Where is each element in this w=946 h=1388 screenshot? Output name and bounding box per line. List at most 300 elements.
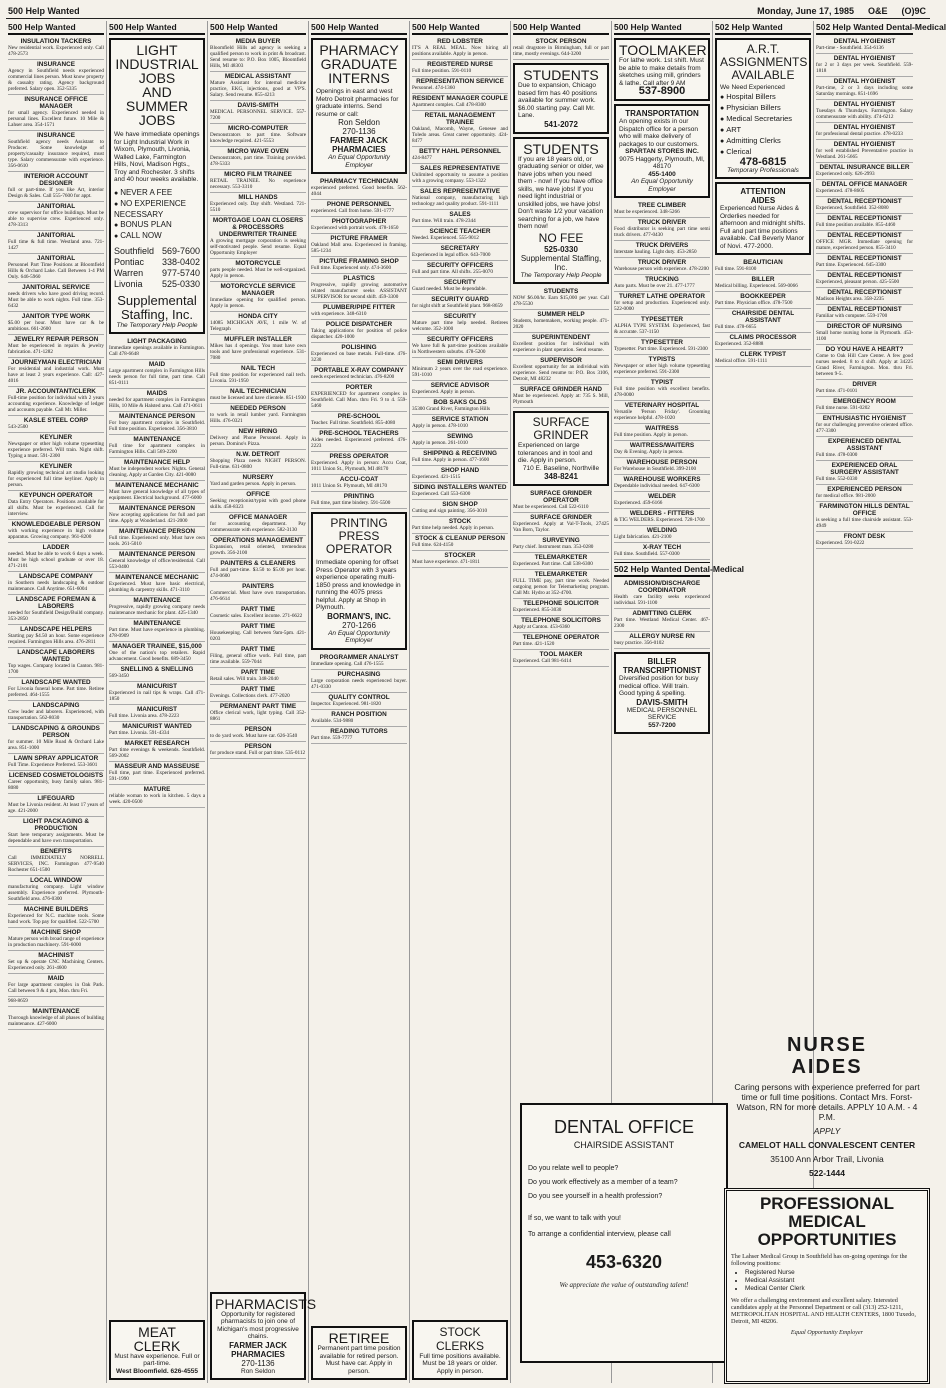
ad-text: Seeking receptionist/typist with good phone skills. 458-8323 xyxy=(210,498,306,510)
ad-text: Full time position. 591-0110 xyxy=(412,68,472,74)
ad-heading: SIDING INSTALLERS WANTED xyxy=(413,484,507,491)
ad-heading: TELEPHONE SOLICITOR xyxy=(523,600,599,607)
classified-ad xyxy=(412,147,508,164)
classified-ad xyxy=(109,642,205,665)
classified-ad xyxy=(311,257,407,274)
text-line: ● NO EXPERIENCE NECESSARY xyxy=(114,199,200,220)
ad-heading: SURVEYING xyxy=(542,537,580,544)
ad-heading: BENEFITS xyxy=(40,848,72,855)
text-line: AND xyxy=(142,84,172,100)
classified-ad xyxy=(311,429,407,452)
ad-text: Personnel. 474-1360 xyxy=(412,85,455,91)
classified-ad xyxy=(412,187,508,210)
ad-bullets xyxy=(114,188,200,242)
header-part: 502 Help Wanted xyxy=(816,22,884,32)
ad-text: Versatile 'Person Friday'. Grooming experience helpful. 478-1020 xyxy=(614,409,710,421)
ad-text: retail drugstore in Birmingham, full or part time, mostly evenings. 644-3200 xyxy=(513,45,609,57)
classified-ad xyxy=(109,619,205,642)
ad-text: Experienced. Apply in person. xyxy=(412,389,475,395)
ad-heading: MACHINE SHOP xyxy=(31,929,81,936)
ad-text: Rapidly growing technical art studio looking for experienced full time keyliner. Apply in person. xyxy=(8,470,104,488)
ad-text: in Southern needs landscaping & outdoor maintenance. Call Anytime. 651-6004 xyxy=(8,580,104,592)
ad-phone: 522-1444 xyxy=(809,1168,845,1178)
text-line: BILLER TRANSCRIPTIONIST xyxy=(622,657,702,675)
ad-text: Interstate hauling. Light duty. 453-2850 xyxy=(614,249,697,255)
company-name: FARMER JACK PHARMACIES xyxy=(229,1340,287,1359)
ad-heading: TREE CLIMBER xyxy=(638,202,686,209)
classified-ad xyxy=(311,177,407,200)
ad-heading: SURFACE GRINDER xyxy=(530,514,592,521)
ad-text: Demonstrators, part time. Training provided. 478-5333 xyxy=(210,155,306,167)
ad-heading: POLICE DISPATCHER xyxy=(325,321,393,328)
masthead xyxy=(6,4,930,19)
classified-ad xyxy=(412,244,508,261)
ad-text: ALPHA TYPE SYSTEM. Experienced, fast & accurate. 537-1150 xyxy=(614,323,710,335)
classified-ad xyxy=(513,570,609,599)
classified-ad xyxy=(210,147,306,170)
ad-text: Call IMMEDIATELY NORRELL SERVICES, INC. Farmington 477-9540 Rochester 651-1500 xyxy=(8,855,104,873)
classified-ad xyxy=(8,312,104,335)
ad-phone: 270-1136 xyxy=(342,127,376,136)
ad-phone: 525-0330 xyxy=(544,244,578,254)
ad-heading: LIFEGUARD xyxy=(37,795,75,802)
ad-text: Yard and garden person. Apply in person. xyxy=(210,481,297,487)
text-line: SURFACE xyxy=(532,415,590,429)
ad-text: Immediate openings available in Farmington. Call 478-6648 xyxy=(109,345,205,357)
ad-contact: 710 E. Baseline, Northville xyxy=(522,464,600,472)
ad-phone: 453-6320 xyxy=(585,1252,663,1272)
ad-text: Taking applications for position of police dispatcher. 420-1000 xyxy=(311,328,407,340)
phone-row xyxy=(114,268,200,279)
classified-ad xyxy=(109,596,205,619)
ad-bullets xyxy=(720,92,806,158)
text-line: ● NEVER A FEE xyxy=(114,188,200,199)
ad-text: Full time. 478-6655 xyxy=(715,324,757,330)
ad-heading: BEAUTICIAN xyxy=(743,259,783,266)
ad-headline: STOCK CLERKS xyxy=(435,1324,485,1353)
ad-text: with experience. 348-6310 xyxy=(311,311,367,317)
ad-text: Full time. Southfield. 557-0300 xyxy=(614,551,680,557)
classified-ad xyxy=(614,543,710,560)
ad-text: & TIG WELDERS. Experienced. 728-1700 xyxy=(614,517,705,523)
classified-ad xyxy=(311,693,407,710)
classified-ad xyxy=(210,427,306,450)
ad-heading: DENTAL RECEPTIONIST xyxy=(827,232,902,239)
classified-ad xyxy=(8,595,104,625)
ad-body: Caring persons with experience preferred for part time or full time positions. Contact Mrs. Forst-Watson, RN for more details. APPLY 10 A.M. - 4 P.M. xyxy=(734,1082,920,1122)
ad-heading: SALES REPRESENTATIVE xyxy=(419,165,500,172)
ad-text: Must be experienced. Apply at: 735 S. Mill, Plymouth xyxy=(513,393,609,405)
classified-ad xyxy=(109,705,205,722)
ad-text: Thorough knowledge of all phases of building maintenance. 427-6000 xyxy=(8,1015,104,1027)
art-assignments-ad xyxy=(715,38,811,179)
classified-ad xyxy=(412,466,508,483)
classified-ad xyxy=(816,254,913,271)
text-line: TOOLMAKER xyxy=(619,42,707,58)
ad-heading: REGISTERED NURSE xyxy=(427,61,493,68)
ad-heading: EXPERIENCED DENTAL ASSISTANT xyxy=(827,438,902,452)
ad-heading: FARMINGTON HILLS DENTAL OFFICE xyxy=(819,503,910,517)
ad-text: Must be independent worker. Nights. General cleaning. Apply at Garden City. 421-0080 xyxy=(109,466,205,478)
classified-ad xyxy=(614,258,710,275)
text-line: INDUSTRIAL xyxy=(115,56,199,72)
classified-ad xyxy=(109,389,205,412)
ad-list xyxy=(715,258,811,367)
ad-heading: TURRET LATHE OPERATOR xyxy=(619,293,705,300)
ad-heading: MANAGER TRAINEE, $15,000 xyxy=(112,643,202,650)
ad-heading: SECURITY xyxy=(443,279,477,286)
tagline: Temporary Professionals xyxy=(727,166,799,174)
ad-text: Large apartment complex in Farmington Hills needs person for full time, part time. Call 851-0111 xyxy=(109,368,205,386)
classified-ad xyxy=(210,170,306,193)
text-line: ● Admitting Clerks xyxy=(720,136,806,147)
ad-heading: MACHINIST xyxy=(38,952,74,959)
ad-text: Come to Oak Hill Care Center. A few good nurses needed. 8 to 4 shift. Apply at 34225 Grand River, Farmington. Mon. thru Fri. between 9-5. xyxy=(816,353,913,377)
ad-heading: N.W. DETROIT xyxy=(236,451,280,458)
column-header: 500 Help Wanted xyxy=(8,21,104,35)
classified-ad xyxy=(614,424,710,441)
ad-text: Needed. Experienced. 555-9012 xyxy=(412,235,479,241)
ad-heading: INSURANCE xyxy=(37,132,75,139)
classified-ad xyxy=(210,513,306,536)
ad-list xyxy=(513,37,609,60)
classified-ad xyxy=(8,928,104,951)
column-header: 502 Help Wanted xyxy=(715,21,811,35)
ad-heading: JANITOR TYPE WORK xyxy=(21,313,91,320)
ad-list xyxy=(311,177,407,509)
classified-ad xyxy=(513,489,609,513)
text-line: ● BONUS PLAN xyxy=(114,220,200,231)
ad-heading: DRIVER xyxy=(852,381,877,388)
ad-heading: SECURITY GUARD xyxy=(431,296,489,303)
ad-text: Mikes has 4 openings. You must have own tools and have professional experience. 531-7080 xyxy=(210,343,306,361)
ad-text: Bloomfield Hills ad agency is seeking a qualified person to work in print & broadcast. Send resume to: P.O. Box 1005, Bloomfield Hills, MI 48303 xyxy=(210,45,306,69)
ad-text: for accounting department. Pay commensurate with experience. 582-3130 xyxy=(210,521,306,533)
ad-text: Full-time position for individual with 2 years accounting experience. Knowledge of ledger and accounts payable. Call Mr. Miller. xyxy=(8,395,104,413)
ad-heading: PORTER xyxy=(345,384,373,391)
ad-heading: JEWELRY REPAIR PERSON xyxy=(13,336,99,343)
ad-text: for small agency. Experienced needed in personal lines. Excellent future. 10 Mile & Lahser area. 354-1571 xyxy=(8,110,104,128)
classified-ad xyxy=(614,441,710,458)
phone-row xyxy=(114,279,200,290)
ad-heading: PART TIME xyxy=(241,606,275,613)
ad-text: Oakland, Macomb, Wayne, Genesee and Toledo areas. Great career opportunity. 424-8477 xyxy=(412,126,508,144)
ad-heading: JANITORIAL SERVICE xyxy=(22,284,90,291)
ad-text: Full time for apartment complex in Farmington Hills. Call 569-2200 xyxy=(109,443,205,455)
classified-ad xyxy=(614,218,710,241)
position-list xyxy=(737,1269,923,1293)
ad-heading: MATURE xyxy=(143,786,171,793)
ad-contact: West Bloomfield. 626-4555 xyxy=(116,1367,198,1375)
classified-ad xyxy=(412,551,508,568)
classified-ad xyxy=(8,1007,104,1030)
ad-text: Excellent position for individual with experience in plant operation. Send resume. xyxy=(513,341,609,353)
text-line: ● Hospital Billers xyxy=(720,92,806,103)
classified-ad xyxy=(715,333,811,350)
classified-ad xyxy=(109,762,205,785)
classified-ad xyxy=(816,461,913,485)
ad-text: Experienced for N.C. machine tools. Some hand work. Top pay for qualified. 522-5700 xyxy=(8,913,104,925)
ad-heading: MICRO FILM TRAINEE xyxy=(224,171,292,178)
ad-contact: 9075 Haggerty, Plymouth, MI, 48170 xyxy=(619,155,705,170)
ad-body: Immediate opening for offset Press Operator with 3 years experience operating multi-1850 press and knowledge in running the 4075 press helpful. Apply at Shop in Plymouth. xyxy=(316,559,401,611)
ad-heading: EXPERIENCED ORAL SURGERY ASSISTANT xyxy=(830,462,899,476)
ad-heading: STOCK & CLEANUP PERSON xyxy=(415,535,505,542)
text-line: ● ART xyxy=(720,125,806,136)
ad-heading: ENTHUSIASTIC HYGIENIST xyxy=(822,415,907,422)
ad-text: Mature Assistant for internal medicine practice, EKG, injections, good at VP'S. Salary. Send resume. 855-4213 xyxy=(210,80,306,98)
ad-headline xyxy=(731,1195,923,1249)
classified-ad xyxy=(412,278,508,295)
classified-ad xyxy=(210,259,306,282)
ad-text: Part time. 421-1520 xyxy=(513,641,555,647)
column-5 xyxy=(410,21,511,1383)
ad-body-2: We offer a challenging environment and excellent salary. Interested candidates apply at the Personnel Department or call (313) 252-1211, METROPOLITAN HOSPITAL AND HEALTH CENTERS, 1800 Tuxedo, Detroit, MI 48206. xyxy=(731,1297,916,1325)
ad-heading: PART TIME xyxy=(241,623,275,630)
ad-heading: BETTY HAHL PERSONNEL xyxy=(419,148,501,155)
ad-heading: SHIPPING & RECEIVING xyxy=(423,450,497,457)
classified-ad xyxy=(109,739,205,762)
ad-heading: MANICURIST xyxy=(136,683,178,690)
ad-list xyxy=(210,37,306,759)
company-name: SPARTAN STORES INC. xyxy=(625,148,699,155)
ad-heading: NAIL TECH xyxy=(241,365,275,372)
classified-ad xyxy=(8,905,104,928)
professional-medical-ad xyxy=(724,1188,930,1384)
ad-text: Experienced. 591-0222 xyxy=(816,540,865,546)
classified-ad xyxy=(311,383,407,412)
ad-text: parts people needed. Must be well-organized. Apply in person. xyxy=(210,267,306,279)
ad-text: Part-time - Southfield. 354-6136 xyxy=(816,45,884,51)
ad-heading: MAINTENANCE xyxy=(133,597,181,604)
classified-ad xyxy=(210,37,306,72)
ad-heading: REPRESENTATION SERVICE xyxy=(416,78,504,85)
office-phone: 338-0402 xyxy=(161,256,200,267)
classified-ad xyxy=(8,678,104,701)
ad-text: Full time, part time bindery. 591-5500 xyxy=(311,500,391,506)
classified-ad xyxy=(210,702,306,725)
ad-headline xyxy=(114,43,200,127)
ad-text: Full and part-time. $3.50 to $5.00 per hour. 474-0600 xyxy=(210,567,306,579)
ad-text: Oakland Mall area. Experienced in framing. 585-1234 xyxy=(311,242,407,254)
ad-heading: CLAIMS PROCESSOR xyxy=(729,334,797,341)
ad-heading: MAINTENANCE PERSON xyxy=(119,551,195,558)
ad-heading: OFFICE xyxy=(246,491,270,498)
ad-heading: MAINTENANCE MECHANIC xyxy=(115,574,199,581)
classified-ad xyxy=(412,312,508,335)
classified-ad xyxy=(311,727,407,744)
ad-text: Experienced. Part time. Call 538-6300 xyxy=(513,561,593,567)
classified-ad xyxy=(311,320,407,343)
classified-ad xyxy=(8,37,104,60)
ad-text: needs drivers who have good driving record. Must be able to work nights. Full time. 353-6432 xyxy=(8,291,104,309)
ad-heading: PHONE PERSONNEL xyxy=(326,201,392,208)
ad-text: Top wages. Company located in Canton. 981-1700 xyxy=(8,663,104,675)
ad-text: Personnel Part Time Positions at Bloomfield Hills & Orchard Lake. Call Between 1-4 PM Only. 646-5960 xyxy=(8,262,104,280)
ad-heading: MOTORCYCLE SERVICE MANAGER xyxy=(220,283,296,297)
ad-heading: SECURITY OFFICERS xyxy=(426,262,494,269)
classified-ad xyxy=(412,335,508,358)
issue-date: Monday, June 17, 1985 xyxy=(757,6,854,16)
classified-ad xyxy=(311,274,407,303)
ad-text: Experienced. Call 553-6300 xyxy=(412,491,471,497)
ad-text: Cutting and sign painting. 356-3010 xyxy=(412,508,488,514)
ad-footer: We appreciate the value of outstanding talent! xyxy=(559,1281,689,1289)
classified-ad xyxy=(311,452,407,475)
classified-ad xyxy=(210,404,306,427)
ad-text: Small home nursing home in Plymouth. 453-1100 xyxy=(816,330,913,342)
ad-line: To arrange a confidential interview, please call xyxy=(528,1231,671,1238)
ad-text: Now accepting applications for full and part time. Apply at Wonderland. 421-2000 xyxy=(109,512,205,524)
classified-ad xyxy=(412,500,508,517)
column-header: 500 Help Wanted xyxy=(210,21,306,35)
ad-heading: KEYPUNCH OPERATOR xyxy=(19,492,93,499)
classified-ad xyxy=(210,335,306,364)
ad-text: is seeking a full time chairside assistant. 553-4949 xyxy=(816,517,913,529)
ad-body: We have immediate openings for Light Industrial Work in Wixom, Plymouth, Livonia, Walled Lake, Farmington Hills, Novi, Madison Hgts., Troy and Rochester. 3 shifts and 40 hour weeks available. xyxy=(114,131,200,183)
ad-heading: PRE-SCHOOL TEACHERS xyxy=(319,430,399,437)
ad-text: Experienced only. 626-2993 xyxy=(816,171,875,177)
ad-heading: JR. ACCOUNTANT/CLERK xyxy=(16,388,96,395)
ad-heading: SERVICE STATION xyxy=(431,416,489,423)
ad-text: Students, homemakers, working people. 471-2020 xyxy=(513,318,609,330)
ad-text: For residential and industrial work. Must have at least 2 years experience. Call: 427-4016 xyxy=(8,366,104,384)
ad-text: Experienced in nail tips & wraps. Call 471-1850 xyxy=(109,690,205,702)
office-phone: 977-5740 xyxy=(161,267,200,278)
ad-heading: ADMITTING CLERK xyxy=(632,610,692,617)
classified-ad xyxy=(614,609,710,632)
ad-heading: LOCAL WINDOW xyxy=(30,877,82,884)
ad-text: Full time, part time. Experienced preferred. 591-1990 xyxy=(109,770,205,782)
ad-phone: 455-1400 xyxy=(648,170,676,178)
ad-body: If you are 18 years old, or graduating senior or older, we have jobs when you need them - now! If you have office skills, we have jobs! If you need light industrial or unskilled jobs, we have jobs! Don't waste 1/2 your vacation searching for a job, we have them now! xyxy=(518,155,604,230)
ad-text: Experienced. Must have basic electrical, plumbing & carpentry skills. 471-3110 xyxy=(109,581,205,593)
company-name: CAMELOT HALL CONVALESCENT CENTER xyxy=(738,1140,916,1150)
ad-heading: NEEDED PERSON xyxy=(230,405,286,412)
text-line: PRINTING xyxy=(330,516,388,530)
ad-heading: PROGRAMMER ANALYST xyxy=(319,653,399,661)
ad-heading: QUALITY CONTROL xyxy=(328,693,390,701)
classified-ad xyxy=(8,172,104,202)
ad-text: 35300 Grand River, Farmington Hills xyxy=(412,406,491,412)
classified-ad xyxy=(614,492,710,509)
ad-text: Crew leader and laborers. Experienced, with transportation. 562-8030 xyxy=(8,709,104,721)
ad-heading: MACHINE BUILDERS xyxy=(23,906,89,913)
classified-ad xyxy=(8,95,104,131)
classified-ad xyxy=(412,534,508,551)
ad-text: experienced. Call from home. 591-1777 xyxy=(311,208,394,214)
classified-ad xyxy=(109,722,205,739)
ad-text: Experienced with portrait work. 478-1650 xyxy=(311,225,399,231)
ad-text: Teacher. Full time. Southfield. 855-4080 xyxy=(311,420,396,426)
ad-text: Experienced, Southfield. 352-8080 xyxy=(816,205,889,211)
ad-headline xyxy=(518,416,604,442)
ad-heading: MAINTENANCE xyxy=(133,436,181,443)
ad-heading: MEDICAL ASSISTANT xyxy=(224,73,292,80)
ad-heading: RETAIL MANAGEMENT TRAINEE xyxy=(424,112,496,126)
office-city: Pontiac xyxy=(114,256,145,267)
ad-heading: FRONT DESK xyxy=(843,533,886,540)
ad-text: $5.00 per hour. Must have car & be ambitious. 661-2600 xyxy=(8,320,104,332)
classified-ad xyxy=(513,616,609,633)
company-name: Supplemental Staffing, Inc. xyxy=(117,292,197,322)
ad-heading: LADDER xyxy=(42,544,70,551)
ad-heading: KASLE STEEL CORP xyxy=(23,417,89,424)
classified-ad xyxy=(109,550,205,573)
ad-text: Newspaper or other high volume typesetting experience preferred. Will train. Night shift. Typing a must. 591-2300 xyxy=(8,441,104,459)
ad-text: Retail sales. Will train. 348-2040 xyxy=(210,676,279,682)
ad-text: Full time position for experienced nail tech. Livonia. 591-1950 xyxy=(210,372,306,384)
ad-heading: JANITORIAL xyxy=(36,232,76,239)
classified-ad xyxy=(8,202,104,231)
ad-heading: LANDSCAPE FOREMAN & LABORERS xyxy=(15,596,97,610)
list-item: • Medical Assistant xyxy=(745,1277,923,1285)
classified-ad xyxy=(210,312,306,335)
ad-text: RETAIL TRAINEE. No experience necessary. 553-3310 xyxy=(210,178,306,190)
ad-heading: DENTAL RECEPTIONIST xyxy=(827,215,902,222)
eoe-note: An Equal Opportunity Employer xyxy=(328,154,390,169)
classified-ad xyxy=(513,536,609,553)
classified-ad xyxy=(513,513,609,536)
classified-ad xyxy=(311,412,407,429)
ad-text: Tuesdays & Thursdays. Farmington. Salary commensurate with ability. 474-6212 xyxy=(816,108,913,120)
ad-heading: PART TIME xyxy=(241,686,275,693)
ad-list xyxy=(614,579,710,649)
ad-text: 14085 MICHIGAN AVE, 1 mile W. of Telegraph xyxy=(210,320,306,332)
classified-ad xyxy=(210,559,306,582)
ad-heading: SIGN SHOP xyxy=(442,501,478,508)
ad-list xyxy=(109,337,205,808)
classified-ad xyxy=(513,310,609,333)
ad-heading: DIRECTOR OF NURSING xyxy=(826,323,903,330)
office-phone: 525-0330 xyxy=(161,278,200,289)
ad-text: Inspector. Experienced. 981-1820 xyxy=(311,700,382,707)
ad-subhead: We Need Experienced xyxy=(720,84,785,91)
ad-phone: 541-2072 xyxy=(544,119,578,129)
classified-ad xyxy=(8,951,104,974)
ad-text: for 2 or 3 days per week. Southfield. 559-1818 xyxy=(816,62,913,74)
classified-ad xyxy=(8,794,104,817)
text-line: JOBS xyxy=(138,112,176,128)
text-line: PHARMACY xyxy=(319,42,399,58)
column-header: 500 Help Wanted xyxy=(614,21,710,35)
ad-text: needs experienced technician. 476-8200 xyxy=(311,374,395,380)
classified-ad xyxy=(311,303,407,320)
printing-press-ad xyxy=(311,512,407,650)
ad-text: Light fabrication. 421-2100 xyxy=(614,534,672,540)
ad-heading: MANICURIST xyxy=(136,706,178,713)
ad-text: Party chief. Instrument man. 353-0280 xyxy=(513,544,594,550)
ad-contact: MEDICAL PERSONNEL SERVICE xyxy=(626,706,698,721)
classified-ad xyxy=(8,754,104,771)
ad-heading: DENTAL RECEPTIONIST xyxy=(827,198,902,205)
ad-body: Full time positions available. Must be 18 years or older. Apply in person. xyxy=(419,1352,501,1375)
classified-ad xyxy=(210,193,306,216)
ad-text: FULL TIME pay, part time work. Needed outgoing person for Telemarketing program. Call Mr. Hydro at 352-4700. xyxy=(513,578,609,596)
classified-ad xyxy=(210,742,306,759)
ad-heading: NURSERY xyxy=(242,474,274,481)
text-line: Do you see yourself in a health profession? xyxy=(528,1193,663,1200)
ad-text: Career opportunity, busy family salon. 981-8080 xyxy=(8,779,104,791)
ad-heading: SALES REPRESENTATIVE xyxy=(419,188,500,195)
ad-heading: MAID xyxy=(47,975,65,982)
classified-ad xyxy=(816,214,913,231)
ad-text: experienced preferred. Good benefits. 562-4044 xyxy=(311,185,407,197)
ad-text: for well established Preventative practice in Westland. 261-5665 xyxy=(816,148,913,160)
ad-body: Opportunity for registered pharmacists to join one of Michigan's most progressive chains. xyxy=(217,1310,299,1340)
ad-heading: DENTAL RECEPTIONIST xyxy=(827,306,902,313)
classified-ad xyxy=(412,295,508,312)
